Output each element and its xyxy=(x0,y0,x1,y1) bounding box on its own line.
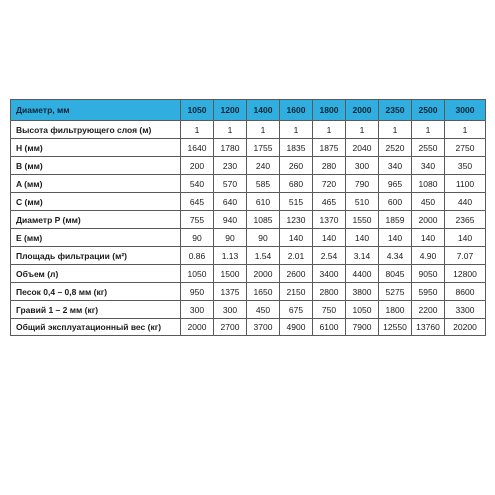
row-label: Объем (л) xyxy=(11,265,181,283)
table-cell: 90 xyxy=(214,229,247,247)
table-cell: 675 xyxy=(280,301,313,319)
table-cell: 450 xyxy=(247,301,280,319)
row-label: Высота фильтрующего слоя (м) xyxy=(11,121,181,139)
table-cell: 680 xyxy=(280,175,313,193)
table-cell: 965 xyxy=(379,175,412,193)
table-cell: 340 xyxy=(379,157,412,175)
table-cell: 230 xyxy=(214,157,247,175)
table-cell: 1640 xyxy=(181,139,214,157)
table-cell: 140 xyxy=(346,229,379,247)
table-row xyxy=(11,121,486,139)
table-cell: 1859 xyxy=(379,211,412,229)
table-cell: 1800 xyxy=(379,301,412,319)
table-cell: 20200 xyxy=(445,319,486,336)
table-cell: 2200 xyxy=(412,301,445,319)
table-row xyxy=(11,211,486,229)
column-header: 1200 xyxy=(214,100,247,121)
table-cell: 1 xyxy=(214,121,247,139)
table-cell: 2750 xyxy=(445,139,486,157)
table-cell: 8045 xyxy=(379,265,412,283)
table-cell: 755 xyxy=(181,211,214,229)
table-cell: 790 xyxy=(346,175,379,193)
table-cell: 1085 xyxy=(247,211,280,229)
table-cell: 5950 xyxy=(412,283,445,301)
table-cell: 610 xyxy=(247,193,280,211)
table-cell: 1 xyxy=(280,121,313,139)
filter-spec-table xyxy=(10,99,486,336)
table-cell: 1 xyxy=(412,121,445,139)
table-cell: 1 xyxy=(247,121,280,139)
table-row xyxy=(11,301,486,319)
table-cell: 2000 xyxy=(181,319,214,336)
row-label: Песок 0,4 – 0,8 мм (кг) xyxy=(11,283,181,301)
column-header: 1400 xyxy=(247,100,280,121)
table-cell: 9050 xyxy=(412,265,445,283)
table-cell: 280 xyxy=(313,157,346,175)
table-cell: 2000 xyxy=(412,211,445,229)
table-cell: 300 xyxy=(214,301,247,319)
table-row xyxy=(11,157,486,175)
column-header: 3000 xyxy=(445,100,486,121)
row-label: Площадь фильтрации (м²) xyxy=(11,247,181,265)
table-cell: 2150 xyxy=(280,283,313,301)
row-label: Диаметр P (мм) xyxy=(11,211,181,229)
table-cell: 2000 xyxy=(247,265,280,283)
table-cell: 3.14 xyxy=(346,247,379,265)
column-header: 1800 xyxy=(313,100,346,121)
table-cell: 1755 xyxy=(247,139,280,157)
table-cell: 950 xyxy=(181,283,214,301)
table-cell: 1 xyxy=(346,121,379,139)
table-cell: 3300 xyxy=(445,301,486,319)
table-cell: 140 xyxy=(379,229,412,247)
table-row xyxy=(11,193,486,211)
table-cell: 2040 xyxy=(346,139,379,157)
row-label: E (мм) xyxy=(11,229,181,247)
table-cell: 140 xyxy=(313,229,346,247)
table-cell: 3400 xyxy=(313,265,346,283)
table-cell: 4.34 xyxy=(379,247,412,265)
row-label: B (мм) xyxy=(11,157,181,175)
table-cell: 2600 xyxy=(280,265,313,283)
table-cell: 4400 xyxy=(346,265,379,283)
column-header: 2350 xyxy=(379,100,412,121)
table-cell: 515 xyxy=(280,193,313,211)
table-cell: 600 xyxy=(379,193,412,211)
table-cell: 5275 xyxy=(379,283,412,301)
table-cell: 140 xyxy=(445,229,486,247)
table-cell: 1230 xyxy=(280,211,313,229)
table-cell: 450 xyxy=(412,193,445,211)
table-cell: 2.01 xyxy=(280,247,313,265)
table-cell: 750 xyxy=(313,301,346,319)
column-header: 1600 xyxy=(280,100,313,121)
table-cell: 300 xyxy=(181,301,214,319)
table-cell: 640 xyxy=(214,193,247,211)
table-cell: 90 xyxy=(181,229,214,247)
table-cell: 1100 xyxy=(445,175,486,193)
table-cell: 3800 xyxy=(346,283,379,301)
row-label: C (мм) xyxy=(11,193,181,211)
table-cell: 140 xyxy=(412,229,445,247)
row-label: H (мм) xyxy=(11,139,181,157)
table-cell: 7900 xyxy=(346,319,379,336)
table-cell: 1650 xyxy=(247,283,280,301)
table-cell: 1780 xyxy=(214,139,247,157)
filter-spec-table-container xyxy=(10,99,484,336)
table-cell: 1050 xyxy=(346,301,379,319)
table-row xyxy=(11,283,486,301)
table-cell: 1375 xyxy=(214,283,247,301)
table-row xyxy=(11,319,486,336)
table-cell: 2700 xyxy=(214,319,247,336)
table-cell: 940 xyxy=(214,211,247,229)
table-cell: 1835 xyxy=(280,139,313,157)
table-row xyxy=(11,139,486,157)
row-label: Общий эксплуатационный вес (кг) xyxy=(11,319,181,336)
table-cell: 510 xyxy=(346,193,379,211)
table-cell: 12550 xyxy=(379,319,412,336)
table-cell: 0.86 xyxy=(181,247,214,265)
table-cell: 1370 xyxy=(313,211,346,229)
table-cell: 1 xyxy=(445,121,486,139)
table-cell: 140 xyxy=(280,229,313,247)
table-cell: 1.13 xyxy=(214,247,247,265)
table-cell: 1875 xyxy=(313,139,346,157)
row-label: Гравий 1 – 2 мм (кг) xyxy=(11,301,181,319)
table-cell: 645 xyxy=(181,193,214,211)
table-cell: 2.54 xyxy=(313,247,346,265)
table-cell: 440 xyxy=(445,193,486,211)
column-header: 2500 xyxy=(412,100,445,121)
table-cell: 1050 xyxy=(181,265,214,283)
header-row xyxy=(11,100,486,121)
table-row xyxy=(11,247,486,265)
row-label: A (мм) xyxy=(11,175,181,193)
table-cell: 350 xyxy=(445,157,486,175)
column-header: 2000 xyxy=(346,100,379,121)
table-cell: 1 xyxy=(181,121,214,139)
table-cell: 300 xyxy=(346,157,379,175)
column-header: 1050 xyxy=(181,100,214,121)
table-cell: 2520 xyxy=(379,139,412,157)
table-row xyxy=(11,229,486,247)
table-cell: 3700 xyxy=(247,319,280,336)
table-cell: 4.90 xyxy=(412,247,445,265)
table-cell: 1.54 xyxy=(247,247,280,265)
table-cell: 90 xyxy=(247,229,280,247)
table-cell: 1 xyxy=(313,121,346,139)
table-cell: 12800 xyxy=(445,265,486,283)
table-cell: 240 xyxy=(247,157,280,175)
table-cell: 465 xyxy=(313,193,346,211)
table-cell: 200 xyxy=(181,157,214,175)
table-cell: 2800 xyxy=(313,283,346,301)
table-cell: 1 xyxy=(379,121,412,139)
table-cell: 4900 xyxy=(280,319,313,336)
corner-label: Диаметр, мм xyxy=(11,100,181,121)
table-cell: 585 xyxy=(247,175,280,193)
table-cell: 1550 xyxy=(346,211,379,229)
table-row xyxy=(11,175,486,193)
table-cell: 540 xyxy=(181,175,214,193)
table-cell: 6100 xyxy=(313,319,346,336)
table-cell: 720 xyxy=(313,175,346,193)
table-body xyxy=(11,121,486,336)
table-cell: 340 xyxy=(412,157,445,175)
table-cell: 570 xyxy=(214,175,247,193)
table-cell: 1080 xyxy=(412,175,445,193)
table-cell: 2550 xyxy=(412,139,445,157)
table-row xyxy=(11,265,486,283)
table-cell: 2365 xyxy=(445,211,486,229)
table-cell: 260 xyxy=(280,157,313,175)
table-cell: 1500 xyxy=(214,265,247,283)
table-cell: 13760 xyxy=(412,319,445,336)
table-cell: 8600 xyxy=(445,283,486,301)
table-cell: 7.07 xyxy=(445,247,486,265)
